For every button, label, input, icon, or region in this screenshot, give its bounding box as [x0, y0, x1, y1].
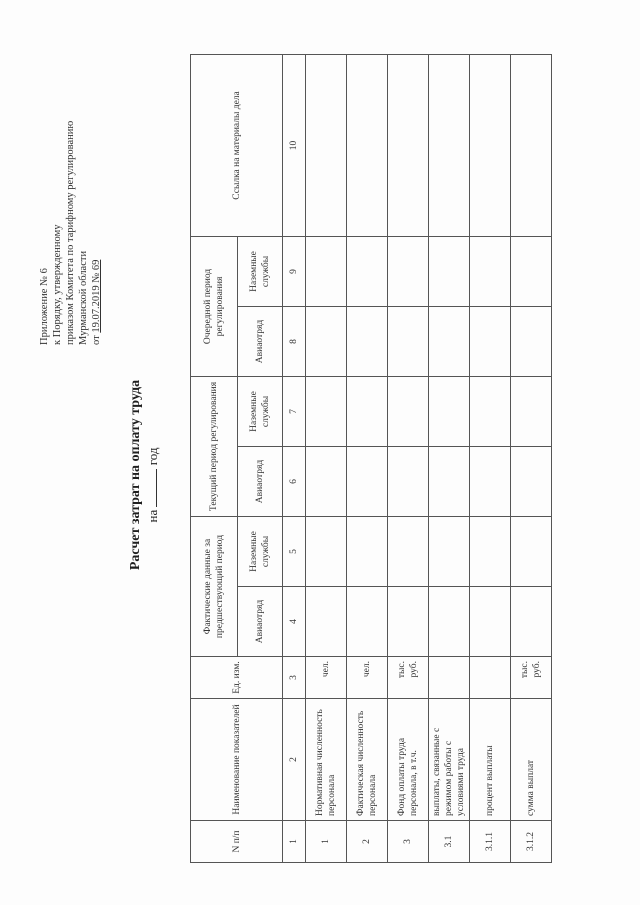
cell	[306, 236, 347, 306]
appendix-line-5	[90, 55, 103, 345]
cell	[347, 587, 388, 657]
subheader-air-6: Авиаотряд	[238, 447, 283, 517]
cell	[429, 236, 470, 306]
appendix-note	[38, 55, 103, 345]
column-number-row	[283, 54, 306, 862]
cell	[347, 447, 388, 517]
cell	[470, 306, 511, 376]
cell	[306, 54, 347, 236]
cell	[429, 376, 470, 446]
header-current: Текущий период регулирования	[191, 376, 238, 516]
cell	[347, 54, 388, 236]
cell	[388, 517, 429, 587]
appendix-date-prefix: от	[91, 332, 102, 345]
row-num: 3	[388, 821, 429, 863]
row-name: Фонд оплаты труда персонала, в т.ч.	[388, 699, 429, 821]
table-row	[470, 54, 511, 862]
cell	[429, 447, 470, 517]
subheader-air-8: Авиаотряд	[238, 306, 283, 376]
cell	[511, 54, 552, 236]
table-row	[429, 54, 470, 862]
header-name: Наименование показателей	[191, 699, 283, 821]
col-num: 7	[283, 376, 306, 446]
row-name: Нормативная численность персонала	[306, 699, 347, 821]
cell	[511, 306, 552, 376]
header-ref: Ссылка на материалы дела	[191, 54, 283, 236]
row-num: 3.1.1	[470, 821, 511, 863]
cell	[429, 306, 470, 376]
header-num: N п/п	[191, 821, 283, 863]
header-row	[191, 54, 238, 862]
row-unit: тыс. руб.	[511, 657, 552, 699]
cell	[347, 376, 388, 446]
cell	[347, 236, 388, 306]
cell	[470, 236, 511, 306]
cell	[388, 54, 429, 236]
cell	[388, 587, 429, 657]
row-unit: тыс. руб.	[388, 657, 429, 699]
subheader-ground-5: Наземные службы	[238, 517, 283, 587]
subheader-ground-9: Наземные службы	[238, 236, 283, 306]
cell	[388, 236, 429, 306]
table-row	[306, 54, 347, 862]
header-next: Очередной период регулирования	[191, 236, 238, 376]
table-row	[388, 54, 429, 862]
document-title: Расчет затрат на оплату труда	[128, 379, 143, 571]
cell	[511, 447, 552, 517]
cell	[429, 517, 470, 587]
col-num: 8	[283, 306, 306, 376]
row-num: 1	[306, 821, 347, 863]
cell	[429, 54, 470, 236]
cell	[470, 447, 511, 517]
cell	[306, 587, 347, 657]
appendix-date: 19.07.2019 № 69	[91, 259, 102, 333]
row-unit	[470, 657, 511, 699]
year-blank	[145, 469, 157, 507]
cell	[511, 517, 552, 587]
header-unit: Ед. изм.	[191, 657, 283, 699]
subheader-air-4: Авиаотряд	[238, 587, 283, 657]
subtitle-suffix: год	[145, 447, 160, 466]
row-unit: чел.	[347, 657, 388, 699]
appendix-line-3: приказом Комитета по тарифному регулированию	[65, 120, 76, 345]
cell	[511, 376, 552, 446]
row-unit	[429, 657, 470, 699]
row-name: процент выплаты	[470, 699, 511, 821]
cell	[347, 517, 388, 587]
col-num: 3	[283, 657, 306, 699]
header-actual: Фактические данные за предшествующий период	[191, 517, 238, 657]
cell	[470, 587, 511, 657]
row-unit: чел.	[306, 657, 347, 699]
col-num: 4	[283, 587, 306, 657]
row-name: сумма выплат	[511, 699, 552, 821]
cell	[306, 447, 347, 517]
cell	[470, 517, 511, 587]
cell	[470, 54, 511, 236]
table-row	[511, 54, 552, 862]
appendix-line-4: Мурманской области	[78, 250, 89, 345]
subheader-ground-7: Наземные службы	[238, 376, 283, 446]
cell	[306, 517, 347, 587]
col-num: 2	[283, 699, 306, 821]
row-num: 2	[347, 821, 388, 863]
cell	[306, 306, 347, 376]
cell	[511, 236, 552, 306]
cell	[388, 306, 429, 376]
cell	[347, 306, 388, 376]
subtitle-prefix: на	[145, 509, 160, 523]
appendix-line-1: Приложение № 6	[39, 268, 50, 345]
row-num: 3.1	[429, 821, 470, 863]
row-num: 3.1.2	[511, 821, 552, 863]
col-num: 6	[283, 447, 306, 517]
appendix-line-2: к Порядку, утвержденному	[52, 224, 63, 345]
cost-table	[190, 54, 552, 863]
cell	[388, 376, 429, 446]
cell	[470, 376, 511, 446]
cell	[511, 587, 552, 657]
col-num: 5	[283, 517, 306, 587]
table-row	[347, 54, 388, 862]
col-num: 9	[283, 236, 306, 306]
row-name: выплаты, связанные с режимом работы с условиями труда	[429, 699, 470, 821]
document-subtitle	[145, 365, 161, 605]
cell	[429, 587, 470, 657]
row-name: Фактическая численность персонала	[347, 699, 388, 821]
col-num: 10	[283, 54, 306, 236]
cell	[388, 447, 429, 517]
cell	[306, 376, 347, 446]
col-num: 1	[283, 821, 306, 863]
